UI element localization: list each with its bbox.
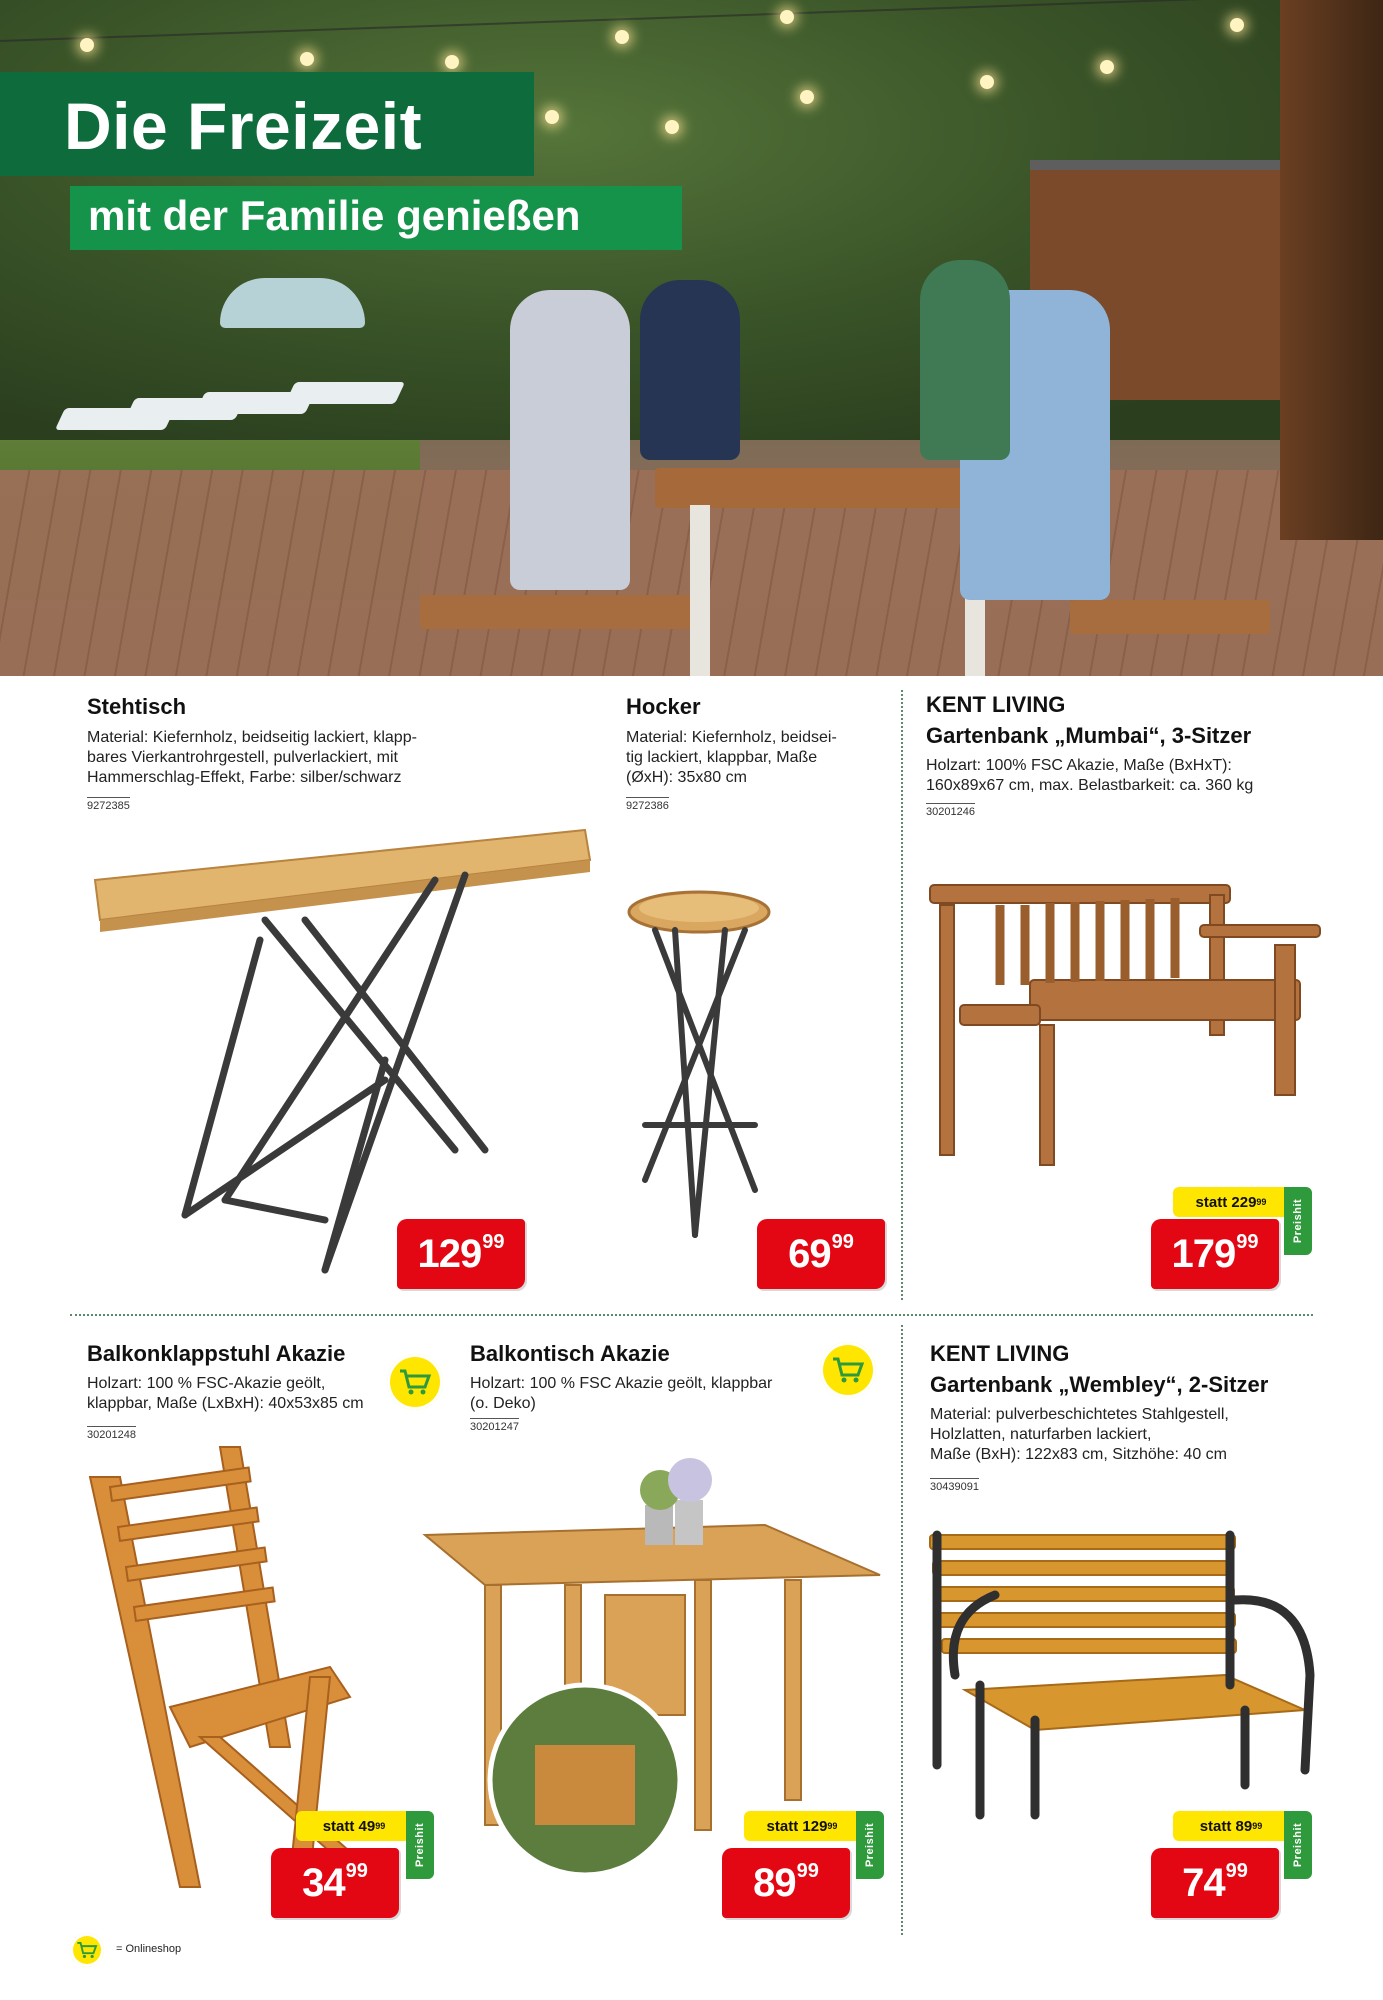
article-number: 30201247 bbox=[470, 1418, 519, 1433]
product-description: Material: Kiefernholz, beidsei- tig lackiert, klappbar, Maße (ØxH): 35x80 cm bbox=[626, 729, 837, 786]
article-number: 9272386 bbox=[626, 797, 669, 812]
article-number: 30439091 bbox=[930, 1478, 979, 1493]
product-title: Stehtisch bbox=[87, 694, 187, 719]
product-title: Hocker bbox=[626, 694, 701, 719]
price-tag: 69 99 bbox=[757, 1219, 885, 1289]
page-headline: Die Freizeit bbox=[64, 89, 423, 163]
old-price: statt 89 99 bbox=[1173, 1811, 1289, 1841]
bench-mumbai-image bbox=[920, 885, 1320, 1165]
column-divider bbox=[901, 690, 903, 1300]
product-title: Balkonklappstuhl Akazie bbox=[87, 1341, 346, 1366]
product-title: Balkontisch Akazie bbox=[470, 1341, 670, 1366]
price-tag: 129 99 bbox=[397, 1219, 525, 1289]
product-brand: KENT LIVING bbox=[930, 1341, 1070, 1366]
product-description: Holzart: 100 % FSC-Akazie geölt, klappbar, Maße (LxBxH): 40x53x85 cm bbox=[87, 1375, 364, 1412]
article-number: 30201248 bbox=[87, 1426, 136, 1441]
product-title: Gartenbank „Wembley“, 2-Sitzer bbox=[930, 1372, 1269, 1397]
old-price: statt 229 99 bbox=[1173, 1187, 1289, 1217]
old-price: statt 49 99 bbox=[296, 1811, 412, 1841]
price-tag: 179 99 bbox=[1151, 1219, 1279, 1289]
old-price: statt 129 99 bbox=[744, 1811, 860, 1841]
preishit-badge: Preishit bbox=[856, 1811, 884, 1879]
legend-cart-icon bbox=[70, 1933, 104, 1967]
product-description: Holzart: 100 % FSC Akazie geölt, klappbar (o. Deko) bbox=[470, 1375, 773, 1412]
price-tag: 89 99 bbox=[722, 1848, 850, 1918]
legend-onlineshop: = Onlineshop bbox=[116, 1943, 182, 1955]
onlineshop-cart-icon[interactable] bbox=[387, 1354, 443, 1410]
product-description: Material: Kiefernholz, beidseitig lackiert, klapp- bares Vierkantrohrgestell, pulverlackiert, mit Hammerschlag-Effekt, Farbe: silber/schwarz bbox=[87, 729, 417, 786]
page-subline: mit der Familie genießen bbox=[88, 192, 581, 239]
price-tag: 74 99 bbox=[1151, 1848, 1279, 1918]
article-number: 9272385 bbox=[87, 797, 130, 812]
product-title: Gartenbank „Mumbai“, 3-Sitzer bbox=[926, 723, 1252, 748]
preishit-badge: Preishit bbox=[1284, 1187, 1312, 1255]
price-tag: 34 99 bbox=[271, 1848, 399, 1918]
preishit-badge: Preishit bbox=[1284, 1811, 1312, 1879]
product-description: Material: pulverbeschichtetes Stahlgestell, Holzlatten, naturfarben lackiert, Maße (BxH): 122x83 cm, Sitzhöhe: 40 cm bbox=[930, 1406, 1229, 1463]
product-description: Holzart: 100% FSC Akazie, Maße (BxHxT): 160x89x67 cm, max. Belastbarkeit: ca. 360 kg bbox=[926, 757, 1254, 794]
stehtisch-image bbox=[85, 820, 605, 1290]
product-brand: KENT LIVING bbox=[926, 692, 1066, 717]
article-number: 30201246 bbox=[926, 803, 975, 818]
hocker-image bbox=[615, 890, 785, 1250]
bench-wembley-image bbox=[925, 1535, 1325, 1825]
preishit-badge: Preishit bbox=[406, 1811, 434, 1879]
column-divider bbox=[901, 1325, 903, 1935]
row-divider bbox=[70, 1314, 1313, 1316]
onlineshop-cart-icon[interactable] bbox=[820, 1342, 876, 1398]
